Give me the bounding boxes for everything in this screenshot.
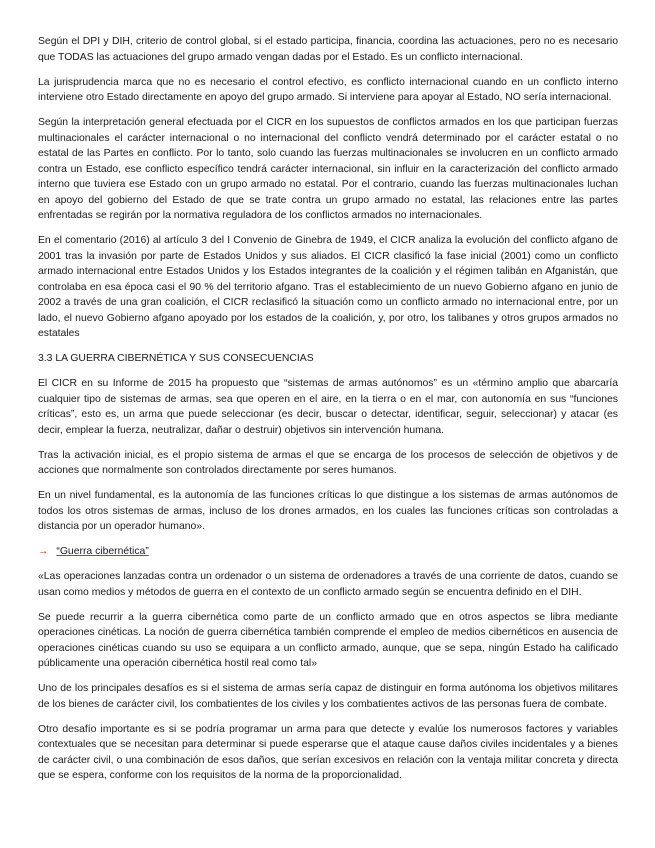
paragraph-cyber-operations: «Las operaciones lanzadas contra un ordenador o un sistema de ordenadores a través de una corriente de datos, cuando se usan como medios y métodos de guerra en el contexto de un conflicto armado según se encuentra definido en el DIH. xyxy=(38,571,618,598)
document-page xyxy=(38,34,618,793)
paragraph-proportionality-challenge: Otro desafío importante es si se podría programar un arma para que detecte y evalúe los numerosos factores y variables contextuales que se necesitan para determinar si puede esperarse que el ataque cause daños civiles incidentales y a bienes de carácter civil, o una combinación de esos daños, que serían excesivos en relación con la ventaja militar concreta y directa que se espera, conforme con los requisitos de la norma de la proporcionalidad. xyxy=(38,723,618,781)
paragraph-jurisprudence: La jurisprudencia marca que no es necesario el control efectivo, es conflicto internacional cuando en un conflicto interno interviene otro Estado directamente en apoyo del grupo armado. Si interviene para apoyar al Estado, NO sería internacional. xyxy=(38,76,618,103)
arrow-list-item xyxy=(38,544,618,560)
paragraph-afghan-conflict: En el comentario (2016) al artículo 3 del I Convenio de Ginebra de 1949, el CICR analiza la evolución del conflicto afgano de 2001 tras la invasión por parte de Estados Unidos y sus aliados. El CICR clasificó la fase inicial (2001) como un conflicto armado internacional entre Estados Unidos y los Estados integrantes de la coalición y el régimen talibán en Afganistán, que controlaba en esa época casi el 90 % del territorio afgano. Tras el establecimiento de un nuevo Gobierno afgano en junio de 2002 a través de una gran coalición, el CICR reclasificó la situación como un conflicto armado no internacional entre, por un lado, el nuevo Gobierno afgano apoyado por los estados de la coalición, y, por otro, los talibanes y otros grupos armados no estatales xyxy=(38,235,618,339)
paragraph-autonomous-weapons: El CICR en su Informe de 2015 ha propuesto que “sistemas de armas autónomos” es un «término amplio que abarcaría cualquier tipo de sistemas de armas, sea que operen en el aire, en la tierra o en el mar, con autonomía en sus “funciones críticas”, esto es, un arma que puede seleccionar (es decir, buscar o detectar, identificar, seguir, seleccionar) y atacar (es decir, emplear la fuerza, neutralizar, dañar o destruir) objetivos sin intervención humana. xyxy=(38,378,618,436)
paragraph-global-control: Según el DPI y DIH, criterio de control global, si el estado participa, financia, coordina las actuaciones, pero no es necesario que TODAS las actuaciones del grupo armado vengan dadas por el Estado. Es un conflicto internacional. xyxy=(38,36,618,63)
right-arrow-icon: → xyxy=(38,546,49,557)
paragraph-critical-functions: En un nivel fundamental, es la autonomía de las funciones críticas lo que distingue a los sistemas de armas autónomos de todos los otros sistemas de armas, incluso de los drones armados, en los cuales las funciones críticas son controladas a distancia por un operador humano». xyxy=(38,490,618,532)
paragraph-initial-activation: Tras la activación inicial, es el propio sistema de armas el que se encarga de los procesos de selección de objetivos y de acciones que normalmente son controlados directamente por seres humanos. xyxy=(38,449,618,476)
section-heading: 3.3 LA GUERRA CIBERNÉTICA Y SUS CONSECUENCIAS xyxy=(38,353,314,364)
paragraph-distinction-challenge: Uno de los principales desafíos es si el sistema de armas sería capaz de distinguir en forma autónoma los objetivos militares de los bienes de carácter civil, los combatientes de los civiles y los combatientes activos de las personas fuera de combate. xyxy=(38,683,618,710)
cyber-warfare-label: “Guerra cibernética” xyxy=(56,546,149,557)
paragraph-cyber-warfare-kinetic: Se puede recurrir a la guerra cibernética como parte de un conflicto armado que en otros aspectos se libra mediante operaciones cinéticas. La noción de guerra cibernética también comprende el empleo de medios cibernéticos en ausencia de operaciones cinéticas cuando su uso se equipara a un conflicto armado, aunque, que se sepa, ningún Estado ha calificado públicamente una operación cibernética hostil real como tal» xyxy=(38,611,618,669)
paragraph-cicr-interpretation: Según la interpretación general efectuada por el CICR en los supuestos de conflictos armados en los que participan fuerzas multinacionales el carácter internacional o no internacional del conflicto vendrá determinado por el carácter estatal o no estatal de las Partes en conflicto. Por lo tanto, solo cuando las fuerzas multinacionales se involucren en un conflicto armado contra un Estado, ese conflicto específico tendrá carácter internacional, sin influir en la caracterización del conflicto armado interno que tuviera ese Estado con un grupo armado no estatal. Por el contrario, cuando las fuerzas multinacionales luchan en apoyo del gobierno del Estado de que se trate contra un grupo armado no estatal, las relaciones entre las partes enfrentadas se regirán por la normativa reguladora de los conflictos armados no internacionales. xyxy=(38,117,618,221)
